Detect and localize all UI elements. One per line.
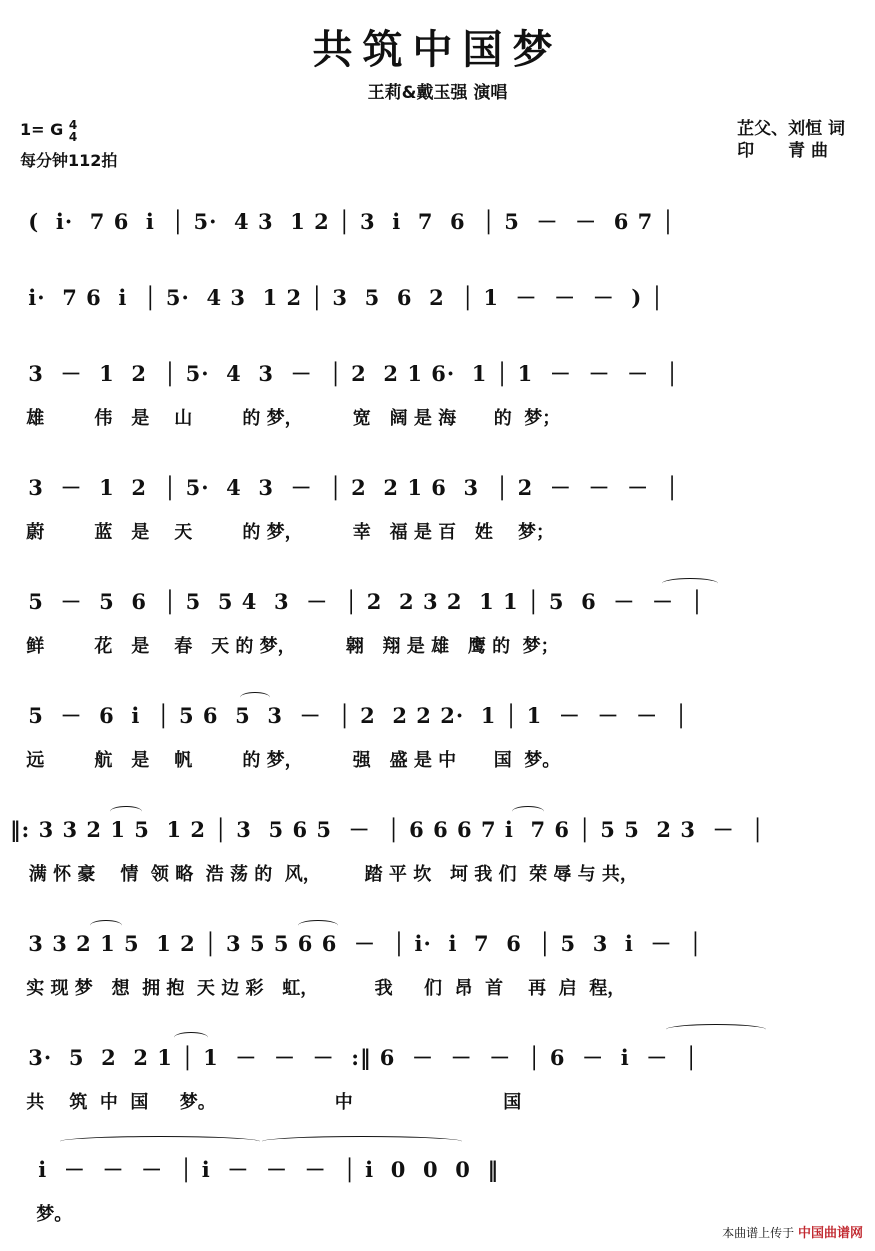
lyrics-row-10: 梦。 — [30, 1204, 73, 1225]
composer: 印 青 曲 — [737, 141, 828, 161]
tie-row-9b — [666, 1024, 766, 1035]
time-bottom: 4 — [68, 129, 78, 144]
tie-row-6 — [240, 692, 270, 703]
lyricist: 芷父、刘恒 词 — [737, 119, 845, 139]
lyrics-row-3: 雄 伟 是 山 的 梦， 宽 阔 是 海 的 梦； — [20, 408, 561, 429]
notes-row-4: 3 － 1 2 │ 5· 4 3 － │ 2 2 1 6 3 │ 2 － － － │ — [20, 475, 680, 500]
tie-row-7a — [110, 806, 142, 817]
footer-text: 本曲谱上传于 — [722, 1226, 795, 1240]
lyrics-row-9: 共 筑 中 国 梦。 中 国 — [20, 1092, 522, 1113]
tie-row-9a — [174, 1032, 208, 1043]
tie-row-7b — [512, 806, 544, 817]
site-logo: 中国曲谱网 — [797, 1226, 863, 1241]
tempo: 每分钟112拍 — [20, 151, 118, 170]
song-title: 共筑中国梦 — [312, 26, 563, 73]
notes-row-8: 3 3 2 1 5 1 2 │ 3 5 5 6 6 － │ i· i 7 6 │ 5 3 i － │ — [20, 931, 703, 956]
key-label: 1= G — [20, 120, 64, 139]
credits — [737, 118, 845, 162]
tie-row-10b — [262, 1136, 462, 1147]
singers: 王莉&戴玉强 演唱 — [367, 83, 508, 103]
lyrics-row-5: 鲜 花 是 春 天 的 梦， 翱 翔 是 雄 鹰 的 梦； — [20, 636, 559, 657]
tie-row-8b — [298, 920, 338, 931]
notes-row-1: ( i· 7 6 i │ 5· 4 3 1 2 │ 3 i 7 6 │ 5 － － 6 7 │ — [20, 209, 676, 234]
tie-row-5 — [662, 578, 718, 589]
time-top: 4 — [68, 117, 78, 132]
notes-row-10: i － － － │ i － － － │ i 0 0 0 ‖ — [30, 1157, 499, 1182]
notes-row-9: 3· 5 2 2 1 │ 1 － － － :‖ 6 － － － │ 6 － i － │ — [20, 1045, 699, 1070]
lyrics-row-4: 蔚 蓝 是 天 的 梦， 幸 福 是 百 姓 梦； — [20, 522, 554, 543]
notes-row-5: 5 － 5 6 │ 5 5 4 3 － │ 2 2 3 2 1 1 │ 5 6 － － │ — [20, 589, 705, 614]
time-signature — [69, 119, 77, 143]
tie-row-10a — [60, 1136, 260, 1147]
notes-row-6: 5 － 6 i │ 5 6 5 3 － │ 2 2 2 2· 1 │ 1 － － － │ — [20, 703, 689, 728]
tie-row-8a — [90, 920, 122, 931]
lyrics-row-6: 远 航 是 帆 的 梦， 强 盛 是 中 国 梦。 — [20, 750, 561, 771]
lyrics-row-7: 满 怀 豪 情 领 略 浩 荡 的 风， 踏 平 坎 坷 我 们 荣 辱 与 共， — [10, 864, 638, 885]
footer — [722, 1222, 863, 1241]
notes-row-7: ‖: 3 3 2 1 5 1 2 │ 3 5 6 5 － │ 6 6 6 7 i 7 6 │ 5 5 2 3 － │ — [10, 817, 765, 842]
key-signature — [20, 116, 77, 144]
lyrics-row-8: 实 现 梦 想 拥 抱 天 边 彩 虹， 我 们 昂 首 再 启 程， — [20, 978, 626, 999]
notes-row-2: i· 7 6 i │ 5· 4 3 1 2 │ 3 5 6 2 │ 1 － － － ) │ — [20, 285, 665, 310]
notes-row-3: 3 － 1 2 │ 5· 4 3 － │ 2 2 1 6· 1 │ 1 － － － │ — [20, 361, 680, 386]
